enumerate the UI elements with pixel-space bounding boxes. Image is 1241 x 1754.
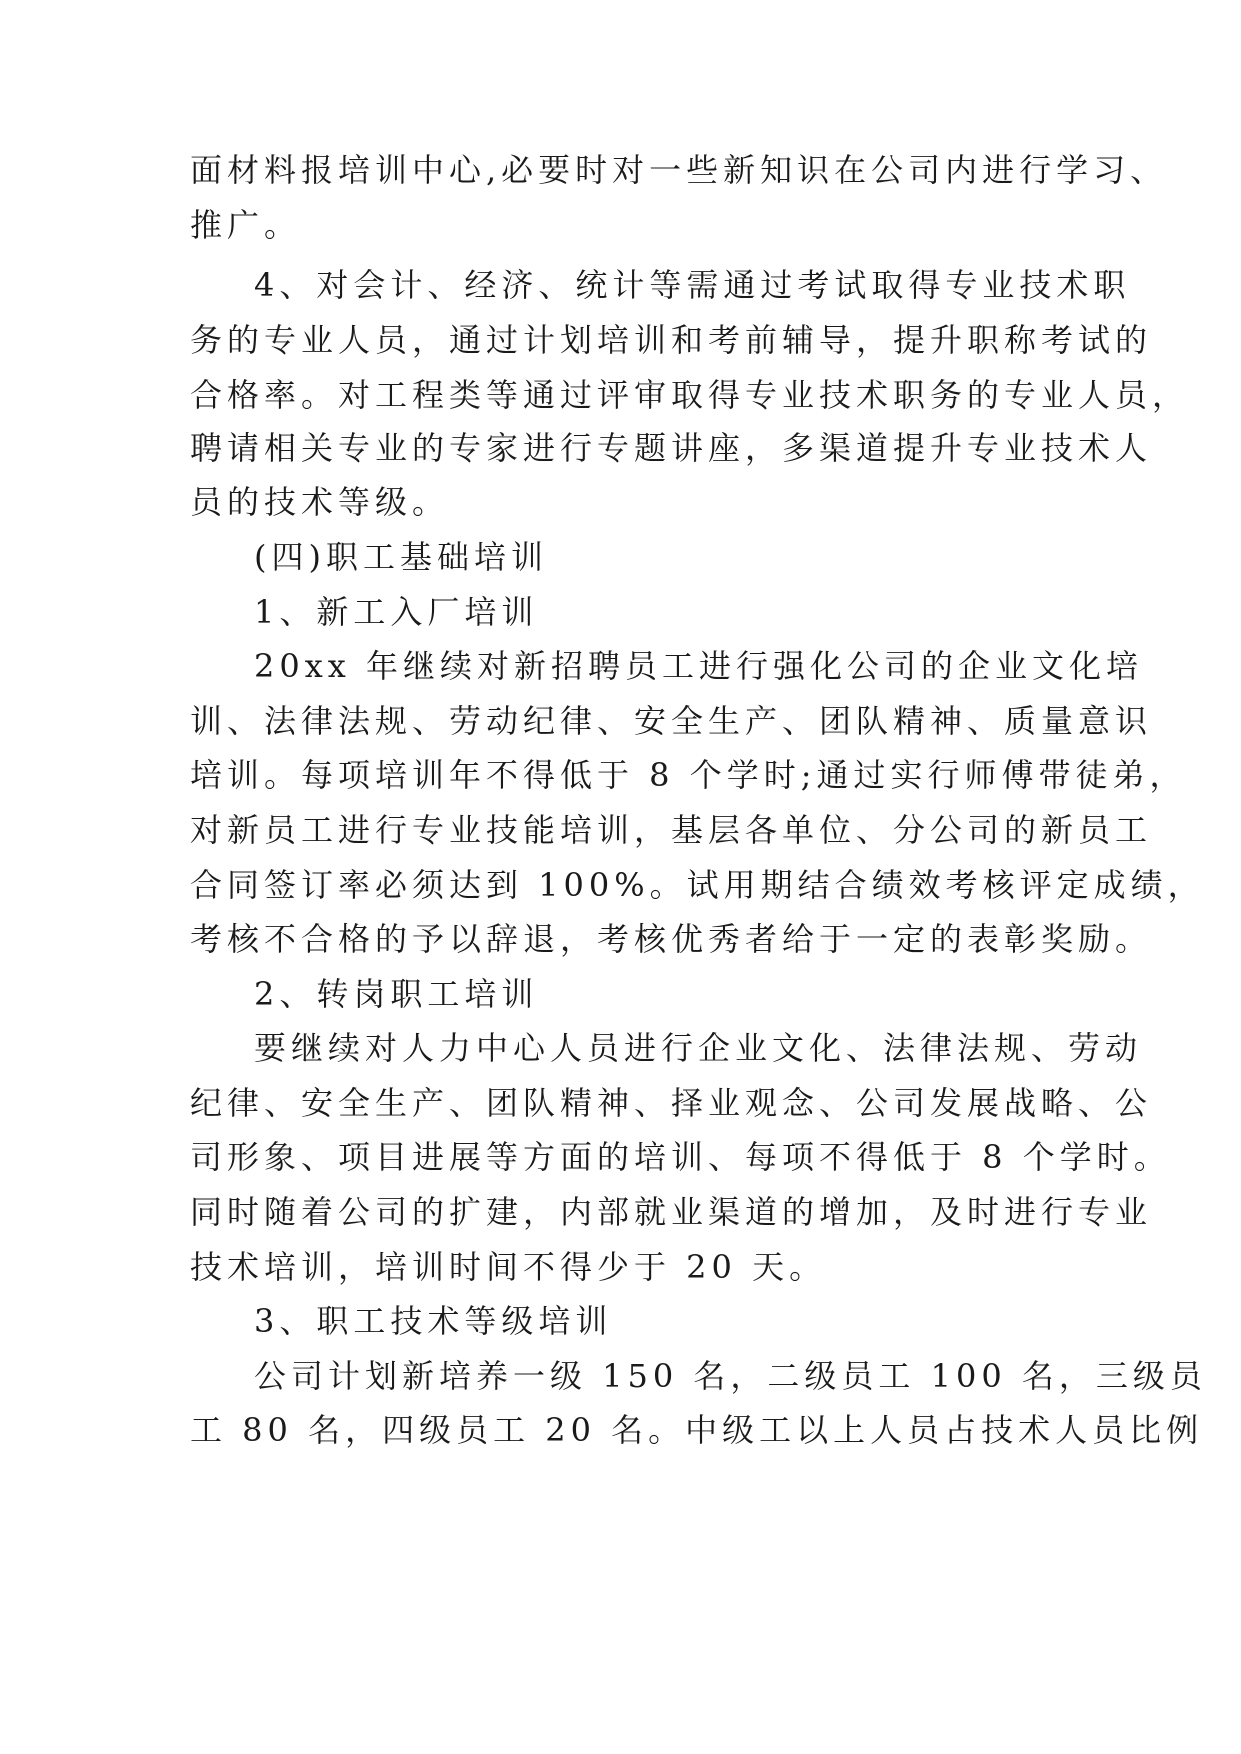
text-line-11: 训、法律法规、劳动纪律、安全生产、团队精神、质量意识 xyxy=(190,702,1153,740)
subheading-3: 3、职工技术等级培训 xyxy=(254,1302,613,1340)
text-line-6: 聘请相关专业的专家进行专题讲座，多渠道提升专业技术人 xyxy=(190,429,1153,467)
subheading-2: 2、转岗职工培训 xyxy=(254,975,539,1013)
text-line-5: 合格率。对工程类等通过评审取得专业技术职务的专业人员， xyxy=(190,376,1190,414)
text-line-21: 技术培训，培训时间不得少于 20 天。 xyxy=(190,1248,827,1286)
paragraph-new-staff-start: 20xx 年继续对新招聘员工进行强化公司的企业文化培 xyxy=(254,647,1143,685)
subheading-1: 1、新工入厂培训 xyxy=(254,593,539,631)
paragraph-skill-levels-start: 公司计划新培养一级 150 名，二级员工 100 名，三级员 xyxy=(254,1357,1207,1395)
paragraph-transfer-start: 要继续对人力中心人员进行企业文化、法律法规、劳动 xyxy=(254,1029,1143,1067)
text-line-13: 对新员工进行专业技能培训，基层各单位、分公司的新员工 xyxy=(190,811,1153,849)
text-line-2: 推广。 xyxy=(190,206,302,244)
text-line-1: 面材料报培训中心,必要时对一些新知识在公司内进行学习、 xyxy=(190,151,1168,189)
text-line-19: 司形象、项目进展等方面的培训、每项不得低于 8 个学时。 xyxy=(190,1138,1171,1176)
text-line-12: 培训。每项培训年不得低于 8 个学时;通过实行师傅带徒弟， xyxy=(190,756,1187,794)
text-line-18: 纪律、安全生产、团队精神、择业观念、公司发展战略、公 xyxy=(190,1084,1153,1122)
text-line-4: 务的专业人员，通过计划培训和考前辅导，提升职称考试的 xyxy=(190,321,1153,359)
section-heading-4: (四)职工基础培训 xyxy=(254,538,548,576)
text-line-14: 合同签订率必须达到 100%。试用期结合绩效考核评定成绩， xyxy=(190,866,1205,904)
paragraph-4-start: 4、对会计、经济、统计等需通过考试取得专业技术职 xyxy=(254,266,1131,304)
text-line-15: 考核不合格的予以辞退，考核优秀者给于一定的表彰奖励。 xyxy=(190,920,1153,958)
text-line-24: 工 80 名，四级员工 20 名。中级工以上人员占技术人员比例 xyxy=(190,1411,1204,1449)
text-line-20: 同时随着公司的扩建，内部就业渠道的增加，及时进行专业 xyxy=(190,1193,1153,1231)
text-line-7: 员的技术等级。 xyxy=(190,483,450,521)
